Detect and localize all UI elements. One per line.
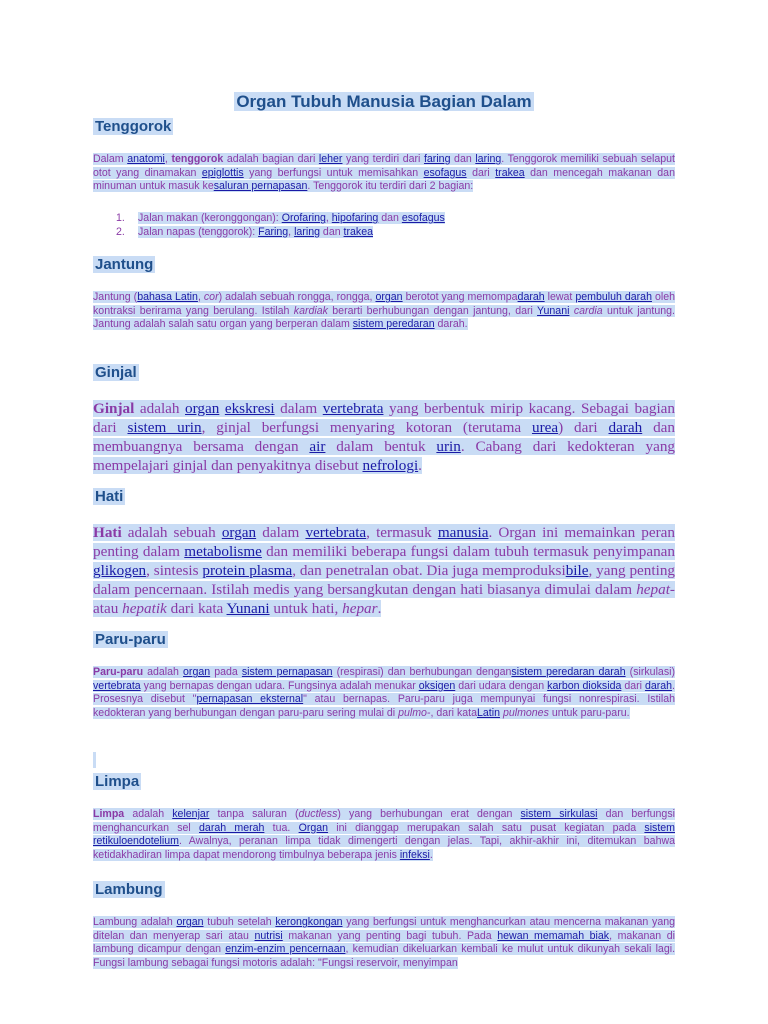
- link-hipofaring[interactable]: hipofaring: [331, 212, 379, 224]
- link-leher[interactable]: leher: [318, 153, 343, 165]
- paragraph-lambung: Lambung adalah organ tubuh setelah kerongkongan yang berfungsi untuk menghancurkan atau mencerna makanan yang ditelan dan menyerap sari atau nutrisi makanan yang penting bagi tubuh. Pada hewan memamah biak, makanan di lambung dicampur dengan enzim-enzim pencernaan, kemudian dikeluarkan kembali ke mulut untuk dikunyah sekali lagi. Fungsi lambung sebagai fungsi motoris adalah: "Fungsi reservoir, menyimpan: [93, 916, 676, 969]
- link-vertebrata[interactable]: vertebrata: [93, 679, 141, 692]
- section-heading-paru-paru: Paru-paru: [95, 631, 166, 648]
- link-urin[interactable]: urin: [436, 438, 461, 455]
- list-tenggorok: [116, 212, 445, 239]
- link-sistem-peredaran-darah[interactable]: sistem peredaran darah: [511, 666, 626, 678]
- link-kerongkongan[interactable]: kerongkongan: [275, 916, 343, 928]
- link-esofagus[interactable]: esofagus: [423, 166, 467, 179]
- section-heading-tenggorok: Tenggorok: [95, 118, 172, 135]
- link-bile[interactable]: bile: [565, 562, 589, 579]
- link-organ[interactable]: organ: [221, 524, 257, 541]
- link-darah[interactable]: darah: [517, 291, 545, 303]
- link-protein-plasma[interactable]: protein plasma: [202, 562, 293, 579]
- link-infeksi[interactable]: infeksi: [399, 848, 430, 861]
- link-enzim-enzim-pencernaan[interactable]: enzim-enzim pencernaan: [225, 943, 346, 956]
- link-vertebrata[interactable]: vertebrata: [322, 400, 384, 417]
- paragraph-ginjal: Ginjal adalah organ ekskresi dalam vertebrata yang berbentuk mirip kacang. Sebagai bagian dari sistem urin, ginjal berfungsi menyaring kotoran (terutama urea) dari darah dan membuangnya bersama dengan air dalam bentuk urin. Cabang dari kedokteran yang mempelajari ginjal dan penyakitnya disebut nefrologi.: [93, 400, 676, 474]
- link-faring[interactable]: faring: [423, 153, 451, 165]
- text-cursor-highlight: [93, 752, 96, 768]
- link-oksigen[interactable]: oksigen: [418, 679, 456, 692]
- link-pernapasan-eksternal[interactable]: pernapasan eksternal: [196, 693, 304, 706]
- link-ekskresi[interactable]: ekskresi: [224, 400, 275, 417]
- section-heading-ginjal: Ginjal: [95, 364, 137, 381]
- link-sistem-sirkulasi[interactable]: sistem sirkulasi: [520, 808, 598, 820]
- link-esofagus-list[interactable]: esofagus: [401, 212, 445, 224]
- link-manusia[interactable]: manusia: [437, 524, 489, 541]
- paragraph-jantung: Jantung (bahasa Latin, cor) adalah sebuah rongga, rongga, organ berotot yang memompadarah lewat pembuluh darah oleh kontraksi berirama yang berulang. Istilah kardiak berarti berhubungan dengan jantung, dari Yunani cardia untuk jantung. Jantung adalah salah satu organ yang berperan dalam sistem peredaran darah.: [93, 291, 675, 331]
- link-darah[interactable]: darah: [644, 679, 673, 692]
- paragraph-hati: Hati adalah sebuah organ dalam vertebrata, termasuk manusia. Organ ini memainkan peran penting dalam metabolisme dan memiliki beberapa fungsi dalam tubuh termasuk penyimpanan glikogen, sintesis protein plasma, dan penetralan obat. Dia juga memproduksibile, yang penting dalam pencernaan. Istilah medis yang bersangkutan dengan hati biasanya dimulai dalam hepat- atau hepatik dari kata Yunani untuk hati, hepar.: [93, 524, 676, 617]
- link-nefrologi[interactable]: nefrologi: [362, 457, 419, 474]
- section-heading-hati: Hati: [95, 488, 124, 505]
- link-faring-list[interactable]: Faring: [258, 225, 289, 238]
- link-organ[interactable]: organ: [375, 291, 403, 303]
- link-latin[interactable]: Latin: [477, 706, 500, 719]
- link-sistem-retikuloendotelium[interactable]: sistem retikuloendotelium: [93, 821, 675, 848]
- link-trakea-list[interactable]: trakea: [343, 225, 373, 238]
- link-air[interactable]: air: [309, 438, 326, 455]
- link-nutrisi[interactable]: nutrisi: [254, 929, 283, 942]
- link-anatomi[interactable]: anatomi: [127, 153, 165, 165]
- link-yunani[interactable]: Yunani: [537, 304, 570, 317]
- link-epiglottis[interactable]: epiglottis: [201, 166, 244, 179]
- link-darah[interactable]: darah: [608, 419, 643, 436]
- list-item: 2. Jalan napas (tenggorok): Faring, laring dan trakea: [116, 225, 373, 238]
- list-item: 1. Jalan makan (keronggongan): Orofaring, hipofaring dan esofagus: [116, 212, 445, 224]
- link-metabolisme[interactable]: metabolisme: [184, 543, 262, 560]
- link-karbon-dioksida[interactable]: karbon dioksida: [547, 679, 622, 692]
- link-trakea[interactable]: trakea: [495, 166, 525, 179]
- paragraph-tenggorok: Dalam anatomi, tenggorok adalah bagian dari leher yang terdiri dari faring dan laring. Tenggorok memiliki sebuah selaput otot yang dinamakan epiglottis yang berfungsi untuk memisahkan esofagus dari trakea dan mencegah makanan dan minuman untuk masuk kesaluran pernapasan. Tenggorok itu terdiri dari 2 bagian:: [93, 153, 676, 193]
- link-organ[interactable]: Organ: [298, 821, 329, 834]
- link-bahasa-latin[interactable]: bahasa Latin: [137, 291, 198, 303]
- link-hewan-memamah-biak[interactable]: hewan memamah biak: [497, 929, 610, 942]
- section-heading-jantung: Jantung: [95, 256, 154, 273]
- link-glikogen[interactable]: glikogen: [93, 562, 147, 579]
- link-orofaring[interactable]: Orofaring: [281, 212, 326, 224]
- section-heading-lambung: Lambung: [95, 881, 163, 898]
- link-darah-merah[interactable]: darah merah: [199, 821, 265, 834]
- link-organ[interactable]: organ: [185, 400, 220, 417]
- link-yunani[interactable]: Yunani: [226, 600, 270, 617]
- link-sistem-urin[interactable]: sistem urin: [127, 419, 202, 436]
- link-sistem-peredaran[interactable]: sistem peredaran: [352, 318, 435, 331]
- link-pembuluh-darah[interactable]: pembuluh darah: [575, 291, 652, 303]
- link-organ[interactable]: organ: [176, 916, 204, 928]
- link-laring[interactable]: laring: [475, 153, 502, 165]
- link-saluran-pernapasan[interactable]: saluran pernapasan: [213, 180, 308, 193]
- paragraph-limpa: Limpa adalah kelenjar tanpa saluran (ductless) yang berhubungan erat dengan sistem sirkulasi dan berfungsi menghancurkan sel darah merah tua. Organ ini dianggap merupakan salah satu pusat kegiatan pada sistem retikuloendotelium. Awalnya, peranan limpa tidak dimengerti dengan jelas. Tapi, akhir-akhir ini, ditemukan bahwa ketidakhadiran limpa dapat mendorong timbulnya beberapa jenis infeksi.: [93, 808, 675, 861]
- link-kelenjar[interactable]: kelenjar: [172, 808, 210, 820]
- paragraph-paru-paru: Paru-paru adalah organ pada sistem pernapasan (respirasi) dan berhubungan dengansistem peredaran darah (sirkulasi) vertebrata yang bernapas dengan udara. Fungsinya adalah menukar oksigen dari udara dengan karbon dioksida dari darah. Prosesnya disebut "pernapasan eksternal" atau bernapas. Paru-paru juga mempunyai fungsi nonrespirasi. Istilah kedokteran yang berhubungan dengan paru-paru sering mulai di pulmo-, dari kataLatin pulmones untuk paru-paru.: [93, 666, 676, 719]
- section-heading-limpa: Limpa: [95, 773, 140, 790]
- link-sistem-pernapasan[interactable]: sistem pernapasan: [241, 666, 333, 678]
- link-laring-list[interactable]: laring: [294, 225, 320, 238]
- link-urea[interactable]: urea: [531, 419, 559, 436]
- link-vertebrata[interactable]: vertebrata: [305, 524, 367, 541]
- link-organ[interactable]: organ: [183, 666, 211, 678]
- page-title: Organ Tubuh Manusia Bagian Dalam: [236, 92, 532, 111]
